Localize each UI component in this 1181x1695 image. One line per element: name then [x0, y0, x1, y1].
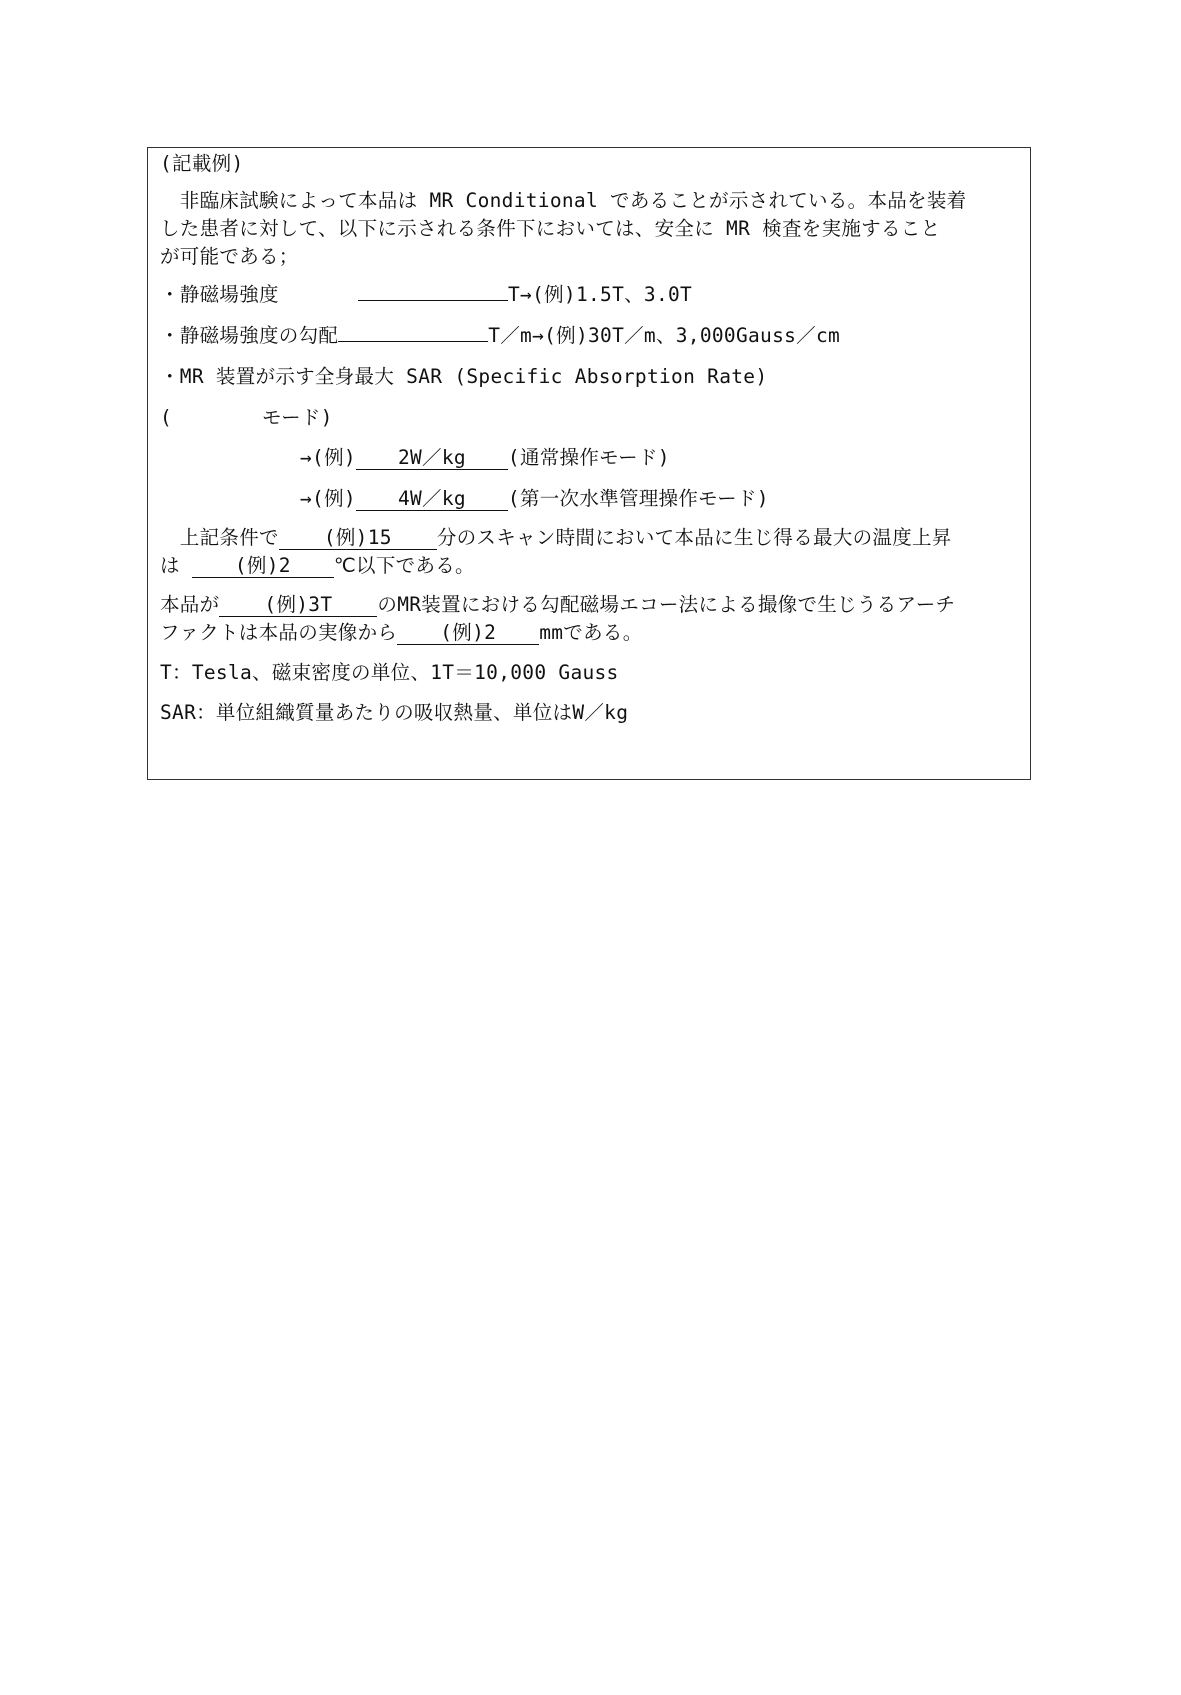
temp-line1	[160, 524, 952, 552]
sar-normal-row	[300, 444, 670, 472]
heading: (記載例)	[160, 152, 244, 175]
sar-normal-prefix: →(例)	[300, 446, 356, 469]
artifact-prefix: 本品が	[160, 593, 220, 616]
artifact-line2-suffix: mmである。	[539, 621, 643, 644]
temp-prefix: 上記条件で	[160, 526, 279, 549]
static-field-blank	[358, 300, 508, 301]
temp-line2	[160, 552, 475, 580]
mode-text: モード)	[262, 406, 333, 429]
temp-middle: 分のスキャン時間において本品に生じ得る最大の温度上昇	[436, 526, 952, 549]
sar-first-level-suffix: (第一次水準管理操作モード)	[507, 487, 769, 510]
note-sar: SAR：単位組織質量あたりの吸収熱量、単位はW／kg	[160, 701, 629, 724]
para1-line2: した患者に対して、以下に示される条件下においては、安全に MR 検査を実施すること	[160, 217, 941, 240]
gradient-label: ・静磁場強度の勾配	[160, 324, 339, 347]
sar-normal-value: 2W／kg	[356, 447, 508, 470]
artifact-line1	[160, 591, 955, 619]
artifact-middle: のMR装置における勾配磁場エコー法による撮像で生じうるアーチ	[377, 593, 956, 616]
artifact-field-value: (例)3T	[219, 594, 377, 617]
para1-line1: 非臨床試験によって本品は MR Conditional であることが示されている。本品を装着	[160, 189, 967, 212]
para1-line3: が可能である；	[160, 245, 299, 268]
gradient-blank	[338, 341, 488, 342]
temp-line2-suffix: ℃以下である。	[333, 554, 475, 577]
sar-label: ・MR 装置が示す全身最大 SAR (Specific Absorption Rate)	[160, 365, 768, 388]
gradient-suffix: T／m→(例)30T／m、3,000Gauss／cm	[488, 324, 841, 347]
example-box	[147, 147, 1031, 780]
temp-line2-prefix: は	[160, 554, 192, 577]
scan-time-value: (例)15	[279, 527, 437, 550]
mode-open: (	[160, 406, 173, 429]
artifact-size-value: (例)2	[397, 622, 539, 645]
static-field-suffix: T→(例)1.5T、3.0T	[508, 283, 693, 306]
sar-normal-suffix: (通常操作モード)	[507, 446, 670, 469]
static-field-label: ・静磁場強度	[160, 283, 359, 306]
sar-first-level-row	[300, 485, 769, 513]
gradient-row	[160, 322, 840, 350]
note-tesla: T：Tesla、磁束密度の単位、1T＝10,000 Gauss	[160, 661, 619, 684]
sar-first-level-value: 4W／kg	[356, 488, 508, 511]
temp-rise-value: (例)2	[192, 555, 334, 578]
mode-row	[160, 404, 333, 432]
artifact-line2	[160, 619, 643, 647]
artifact-line2-prefix: ファクトは本品の実像から	[160, 621, 398, 644]
static-field-row	[160, 281, 692, 309]
sar-first-level-prefix: →(例)	[300, 487, 356, 510]
